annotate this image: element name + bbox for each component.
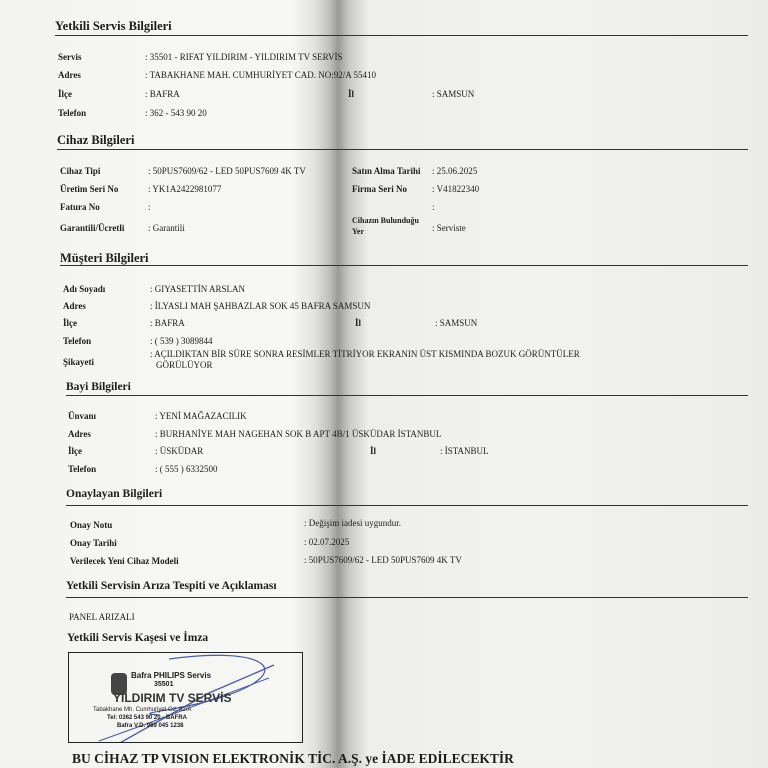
divider: [66, 395, 748, 396]
label: Fatura No: [60, 202, 100, 212]
section-title-onay: Onaylayan Bilgileri: [66, 488, 163, 500]
value: : 02.07.2025: [304, 537, 350, 547]
value: : 35501 - RIFAT YILDIRIM - YILDIRIM TV SERVİS: [145, 52, 343, 62]
section-title-musteri: Müşteri Bilgileri: [60, 251, 149, 265]
value: : 25.06.2025: [432, 166, 478, 176]
label: Adı Soyadı: [63, 284, 106, 294]
value: :: [148, 202, 151, 212]
label: Ünvanı: [68, 411, 97, 421]
ariza-value: PANEL ARIZALI: [69, 612, 135, 622]
label: İl: [370, 446, 377, 456]
value: : YK1A2422981077: [148, 184, 222, 194]
value: : BAFRA: [145, 89, 180, 99]
label: Yer: [352, 227, 364, 236]
label: İlçe: [63, 318, 77, 328]
value: : BURHANİYE MAH NAGEHAN SOK B APT 4B/1 ÜSKÜDAR İSTANBUL: [155, 429, 442, 439]
label: Servis: [58, 52, 82, 62]
stamp-text: Bafra PHILIPS Servis: [131, 671, 212, 680]
footer-notice: BU CİHAZ TP VISION ELEKTRONİK TİC. A.Ş. ye İADE EDİLECEKTİR: [72, 751, 514, 766]
stamp-text: Bafra V.D. 969 045 1238: [117, 723, 184, 729]
label: Garantili/Ücretli: [60, 223, 125, 233]
label: Onay Tarihi: [70, 538, 117, 548]
label: Firma Seri No: [352, 184, 407, 194]
value: : ( 555 ) 6332500: [155, 464, 218, 474]
label: Verilecek Yeni Cihaz Modeli: [70, 556, 179, 566]
value: : Serviste: [432, 223, 466, 233]
section-title-ariza: Yetkili Servisin Arıza Tespiti ve Açıklaması: [66, 580, 277, 592]
section-title-bayi: Bayi Bilgileri: [66, 381, 131, 393]
divider: [60, 265, 748, 266]
value: : SAMSUN: [435, 318, 478, 328]
label: Telefon: [63, 336, 92, 346]
divider: [66, 505, 748, 506]
value: : ÜSKÜDAR: [155, 446, 204, 456]
label: Onay Notu: [70, 520, 113, 530]
stamp-box: [68, 652, 303, 743]
section-title-cihaz: Cihaz Bilgileri: [57, 133, 135, 147]
label: İlçe: [68, 446, 82, 456]
value: : AÇILDIKTAN BİR SÜRE SONRA RESİMLER TİTRİYOR EKRANIN ÜST KISMINDA BOZUK GÖRÜNTÜLER: [150, 349, 580, 359]
value: : 50PUS7609/62 - LED 50PUS7609 4K TV: [304, 555, 462, 565]
value: : TABAKHANE MAH. CUMHURİYET CAD. NO:92/A 55410: [145, 70, 376, 80]
label: Adres: [68, 429, 91, 439]
value: : SAMSUN: [432, 89, 475, 99]
value: : 50PUS7609/62 - LED 50PUS7609 4K TV: [148, 166, 306, 176]
label: Şikayeti: [63, 357, 95, 367]
section-title-kase: Yetkili Servis Kaşesi ve İmza: [67, 632, 209, 644]
stamp-text: 35501: [154, 681, 174, 688]
label: Telefon: [68, 464, 97, 474]
label: Satın Alma Tarihi: [352, 166, 421, 176]
value: : V41822340: [432, 184, 480, 194]
value: : İLYASLI MAH ŞAHBAZLAR SOK 45 BAFRA SAMSUN: [150, 301, 371, 311]
value: : Değişim iadesi uygundur.: [304, 518, 401, 528]
label: Üretim Seri No: [60, 184, 119, 194]
divider: [66, 597, 748, 598]
value: :: [432, 202, 435, 212]
divider: [55, 35, 748, 36]
value: : ( 539 ) 3089844: [150, 336, 213, 346]
stamp-text: Tel: 0362 543 90 20 - BAFRA: [107, 715, 187, 721]
value: : BAFRA: [150, 318, 185, 328]
value: : YENİ MAĞAZACILIK: [155, 411, 247, 421]
stamp-text: Tabakhane Mh. Cumhuriyet Cd. 92/A: [93, 707, 192, 713]
label: Cihazın Bulunduğu: [352, 216, 419, 225]
section-title-servis: Yetkili Servis Bilgileri: [55, 19, 172, 33]
label: Cihaz Tipi: [60, 166, 101, 176]
label: İl: [355, 318, 362, 328]
value: GÖRÜLÜYOR: [156, 360, 213, 370]
value: : İSTANBUL: [440, 446, 489, 456]
stamp-text: YILDIRIM TV SERVİS: [113, 691, 232, 705]
value: : Garantili: [148, 223, 185, 233]
label: İl: [348, 89, 355, 99]
label: Adres: [58, 70, 81, 80]
label: Telefon: [58, 108, 87, 118]
divider: [57, 149, 748, 150]
label: İlçe: [58, 89, 72, 99]
label: Adres: [63, 301, 86, 311]
value: : GIYASETTİN ARSLAN: [150, 284, 246, 294]
value: : 362 - 543 90 20: [145, 108, 207, 118]
